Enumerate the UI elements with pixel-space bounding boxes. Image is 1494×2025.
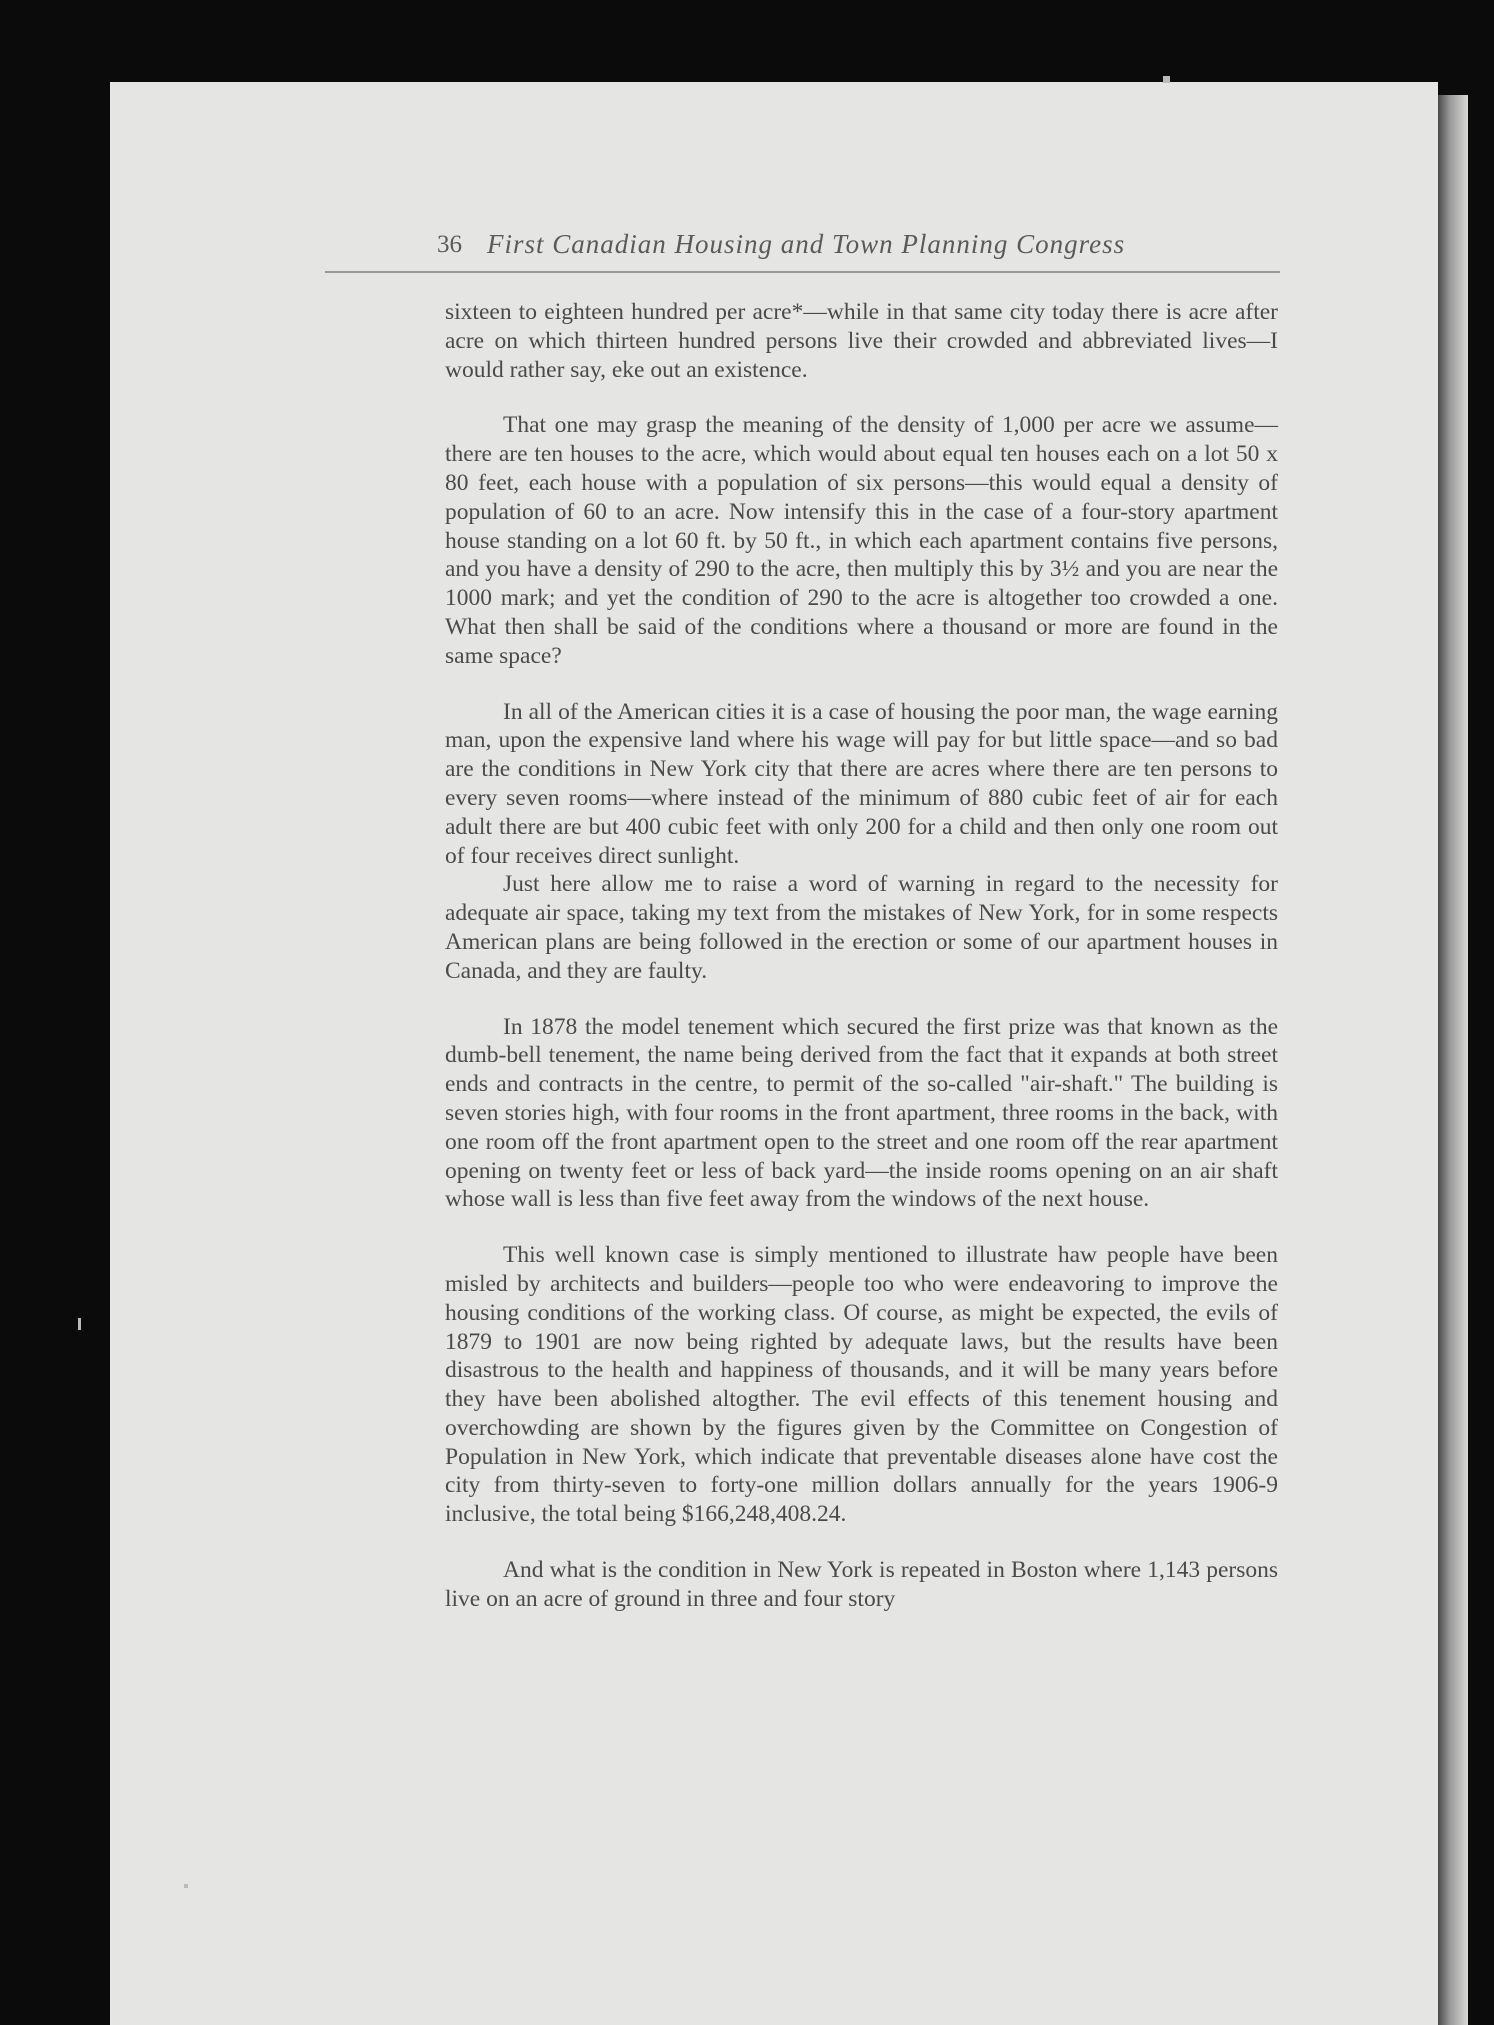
paragraph-7: And what is the condition in New York is repeated in Boston where 1,143 persons live on an acre of ground in three and four story [445,1557,1278,1612]
page-number: 36 [437,231,462,258]
paragraph-1: sixteen to eighteen hundred per acre*—while in that same city today there is acre after acre on which thirteen hundred persons live their crowded and abbreviated lives—I would rather say, eke out an existence. [445,299,1278,383]
scan-speck [184,1884,188,1888]
body-text [445,298,1278,1614]
running-header [325,231,1280,273]
paragraph-6: This well known case is simply mentioned to illustrate haw people have been misled by architects and builders—people too who were endeavoring to improve the housing conditions of the working class. Of course, as might be expected, the evils of 1879 to 1901 are now being righted by adequate laws, but the results have been disastrous to the health and happiness of thousands, and it will be many years before they have been abolished altogther. The evil effects of this tenement housing and overchowding are shown by the figures given by the Committee on Congestion of Population in New York, which indicate that preventable diseases alone have cost the city from thirty-seven to forty-one million dollars annually for the years 1906-9 inclusive, the total being $166,248,408.24. [445,1242,1278,1528]
running-title: First Canadian Housing and Town Planning Congress [487,229,1126,259]
paragraph-5: In 1878 the model tenement which secured the first prize was that known as the dumb-bell tenement, the name being derived from the fact that it expands at both street ends and contracts in the centre, to permit of the so-called "air-shaft." The building is seven stories high, with four rooms in the front apartment, three rooms in the back, with one room off the front apartment open to the street and one room off the rear apartment opening on twenty feet or less of back yard—the inside rooms opening on an air shaft whose wall is less than five feet away from the windows of the next house. [445,1013,1278,1213]
paragraph-3: In all of the American cities it is a case of housing the poor man, the wage earning man, upon the expensive land where his wage will pay for but little space—and so bad are the conditions in New York city that there are acres where there are ten persons to every seven rooms—where instead of the minimum of 880 cubic feet of air for each adult there are but 400 cubic feet with only 200 for a child and then only one room out of four receives direct sunlight. [445,698,1278,869]
paragraph-4: Just here allow me to raise a word of warning in regard to the necessity for adequate air space, taking my text from the mistakes of New York, for in some respects American plans are being followed in the erection or some of our apartment houses in Canada, and they are faulty. [445,871,1278,984]
paragraph-2: That one may grasp the meaning of the density of 1,000 per acre we assume—there are ten houses to the acre, which would about equal ten houses each on a lot 50 x 80 feet, each house with a population of six persons—this would equal a density of population of 60 to an acre. Now intensify this in the case of a four-story apartment house standing on a lot 60 ft. by 50 ft., in which each apartment contains five persons, and you have a density of 290 to the acre, then multiply this by 3½ and you are near the 1000 mark; and yet the condition of 290 to the acre is altogether too crowded a one. What then shall be said of the conditions where a thousand or more are found in the same space? [445,412,1278,669]
scan-speck [1163,76,1170,83]
page-edge [1438,95,1468,2025]
scan-speck [78,1318,81,1330]
